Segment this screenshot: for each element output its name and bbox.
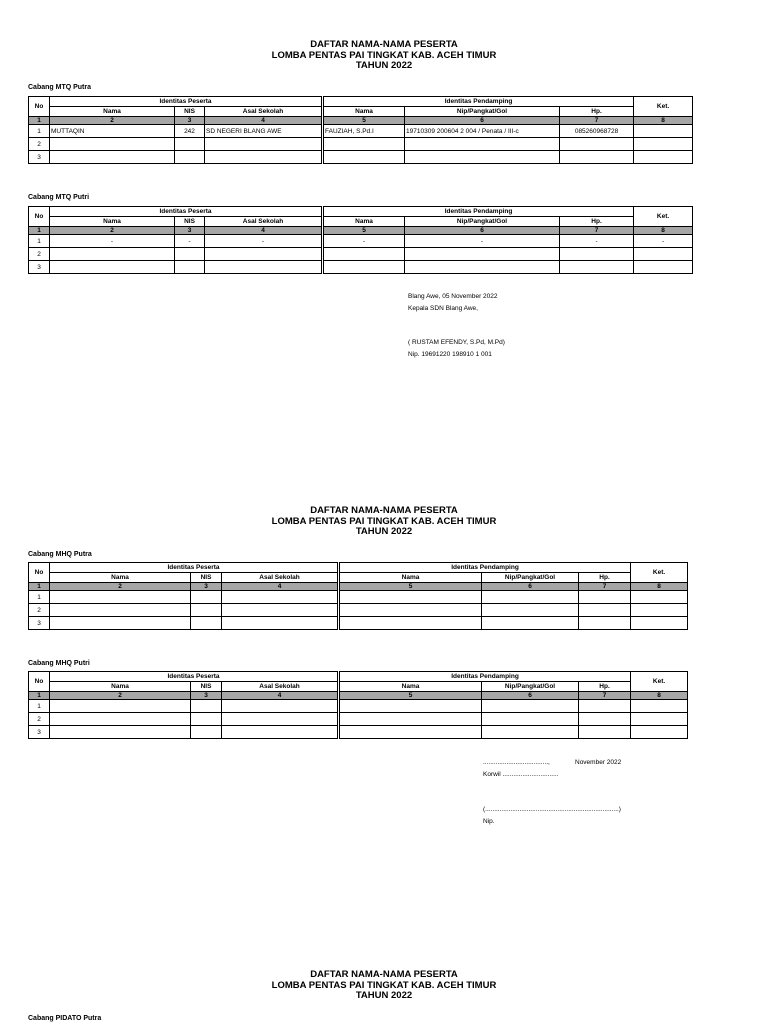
cell-nis — [191, 604, 222, 617]
cell-no: 1 — [29, 125, 50, 138]
doc2-sig-month: November 2022 — [575, 759, 622, 766]
header-identitas-pendamping: Identitas Pendamping — [339, 672, 631, 682]
header-nama-pendamping: Nama — [323, 217, 405, 227]
col-num: 6 — [482, 692, 579, 700]
cell-nama — [50, 617, 191, 630]
table-row — [29, 151, 693, 164]
header-nama: Nama — [50, 217, 175, 227]
cell-no: 3 — [29, 617, 50, 630]
header-nama-pendamping: Nama — [339, 573, 482, 583]
table-row — [29, 700, 688, 713]
col-num: 1 — [29, 692, 50, 700]
header-no: No — [29, 207, 50, 227]
cell-hp — [579, 726, 631, 739]
header-nama: Nama — [50, 573, 191, 583]
header-asal-sekolah: Asal Sekolah — [205, 107, 323, 117]
cell-nis — [191, 591, 222, 604]
cell-asal-sekolah — [205, 138, 323, 151]
col-num: 6 — [482, 583, 579, 591]
cell-hp: - — [560, 235, 634, 248]
cell-ket — [631, 617, 688, 630]
col-num: 6 — [405, 227, 560, 235]
cell-asal-sekolah — [222, 604, 339, 617]
header-nip: Nip/Pangkat/Gol — [405, 107, 560, 117]
cell-no: 2 — [29, 713, 50, 726]
doc1-title-line1: DAFTAR NAMA-NAMA PESERTA — [310, 39, 458, 50]
cell-nama — [50, 700, 191, 713]
col-num: 1 — [29, 117, 50, 125]
cell-ket — [631, 604, 688, 617]
col-num: 5 — [339, 583, 482, 591]
header-nis: NIS — [191, 573, 222, 583]
col-num: 3 — [191, 692, 222, 700]
cell-nis — [191, 726, 222, 739]
cell-hp — [579, 713, 631, 726]
cell-nama-pendamping: - — [323, 235, 405, 248]
cell-asal-sekolah — [222, 617, 339, 630]
doc2-t2-cabang: Cabang MHQ Putri — [28, 660, 90, 667]
col-num: 7 — [560, 227, 634, 235]
table-row — [29, 604, 688, 617]
header-asal-sekolah: Asal Sekolah — [222, 573, 339, 583]
header-nis: NIS — [175, 217, 205, 227]
cell-ket — [631, 713, 688, 726]
cell-ket: - — [634, 235, 693, 248]
cell-nip: 19710309 200604 2 004 / Penata / III-c — [405, 125, 560, 138]
cell-hp — [579, 604, 631, 617]
cell-ket — [634, 261, 693, 274]
cell-nama — [50, 151, 175, 164]
cell-ket — [631, 591, 688, 604]
col-num: 2 — [50, 117, 175, 125]
col-num: 8 — [634, 117, 693, 125]
col-num: 4 — [205, 117, 323, 125]
cell-no: 1 — [29, 235, 50, 248]
doc1-sig-place-date: Blang Awe, 05 November 2022 — [408, 293, 498, 300]
header-ket: Ket. — [631, 563, 688, 583]
col-num: 3 — [175, 227, 205, 235]
col-num: 7 — [560, 117, 634, 125]
doc2-t2-table — [28, 671, 688, 739]
header-no: No — [29, 563, 50, 583]
cell-nama — [50, 604, 191, 617]
cell-nama-pendamping — [323, 151, 405, 164]
cell-nama-pendamping: FAUZIAH, S.Pd.I — [323, 125, 405, 138]
doc1-sig-name: ( RUSTAM EFENDY, S.Pd, M.Pd) — [408, 339, 505, 346]
cell-nama — [50, 248, 175, 261]
cell-hp — [560, 261, 634, 274]
header-nama: Nama — [50, 107, 175, 117]
cell-nis — [191, 713, 222, 726]
header-hp: Hp. — [579, 573, 631, 583]
cell-nip — [482, 617, 579, 630]
cell-hp — [579, 617, 631, 630]
doc1-sig-nip: Nip. 19691220 198910 1 001 — [408, 351, 492, 358]
table-row — [29, 726, 688, 739]
cell-nama-pendamping — [339, 591, 482, 604]
doc3-cabang: Cabang PIDATO Putra — [28, 1015, 102, 1022]
col-num: 7 — [579, 583, 631, 591]
cell-hp — [560, 151, 634, 164]
col-num: 3 — [191, 583, 222, 591]
table-row — [29, 591, 688, 604]
doc2-sig-place: ...................................., — [483, 759, 550, 766]
doc2-t1-table — [28, 562, 688, 630]
cell-nip — [482, 726, 579, 739]
cell-nama-pendamping — [339, 713, 482, 726]
doc2-title-line1: DAFTAR NAMA-NAMA PESERTA — [310, 505, 458, 516]
table-row — [29, 617, 688, 630]
cell-ket — [634, 125, 693, 138]
col-num: 2 — [50, 583, 191, 591]
col-num: 5 — [323, 117, 405, 125]
doc3-title-line3: TAHUN 2022 — [355, 990, 413, 1001]
header-identitas-pendamping: Identitas Pendamping — [323, 97, 634, 107]
col-num: 5 — [323, 227, 405, 235]
doc1-signature-block — [408, 291, 505, 361]
header-no: No — [29, 97, 50, 117]
cell-nama-pendamping — [339, 700, 482, 713]
doc1-sig-position: Kepala SDN Blang Awe, — [408, 305, 478, 312]
cell-no: 3 — [29, 151, 50, 164]
cell-nip — [482, 713, 579, 726]
cell-ket — [634, 138, 693, 151]
table-row — [29, 125, 693, 138]
cell-nip — [405, 248, 560, 261]
col-num: 4 — [222, 692, 339, 700]
doc2-title-line3: TAHUN 2022 — [355, 526, 413, 537]
cell-hp — [560, 138, 634, 151]
cell-nama-pendamping — [339, 604, 482, 617]
doc1-title-line3: TAHUN 2022 — [355, 60, 413, 71]
cell-nis — [175, 138, 205, 151]
col-num: 1 — [29, 227, 50, 235]
col-num: 1 — [29, 583, 50, 591]
cell-nip: - — [405, 235, 560, 248]
cell-ket — [634, 151, 693, 164]
cell-nama — [50, 713, 191, 726]
header-hp: Hp. — [560, 217, 634, 227]
col-num: 2 — [50, 692, 191, 700]
cell-nis — [191, 700, 222, 713]
cell-nip — [405, 261, 560, 274]
doc3-title-line2: LOMBA PENTAS PAI TINGKAT KAB. ACEH TIMUR — [271, 979, 497, 991]
cell-nama-pendamping — [339, 617, 482, 630]
cell-no: 2 — [29, 138, 50, 151]
col-num: 6 — [405, 117, 560, 125]
header-nip: Nip/Pangkat/Gol — [482, 573, 579, 583]
cell-nama-pendamping — [323, 261, 405, 274]
doc1-t2-table — [28, 206, 693, 274]
cell-nis — [191, 617, 222, 630]
col-num: 7 — [579, 692, 631, 700]
cell-no: 3 — [29, 726, 50, 739]
header-identitas-peserta: Identitas Peserta — [50, 207, 323, 217]
doc2-sig-korwil: Korwil ............................... — [483, 771, 559, 778]
cell-ket — [634, 248, 693, 261]
header-hp: Hp. — [579, 682, 631, 692]
header-ket: Ket. — [634, 207, 693, 227]
header-nama-pendamping: Nama — [323, 107, 405, 117]
cell-hp — [579, 591, 631, 604]
cell-no: 2 — [29, 604, 50, 617]
cell-nip — [405, 138, 560, 151]
cell-asal-sekolah — [205, 248, 323, 261]
cell-nis: - — [175, 235, 205, 248]
header-nip: Nip/Pangkat/Gol — [405, 217, 560, 227]
cell-nama — [50, 591, 191, 604]
cell-nama — [50, 138, 175, 151]
cell-no: 1 — [29, 591, 50, 604]
doc1-title — [0, 40, 768, 72]
table-row — [29, 138, 693, 151]
doc2-title-line2: LOMBA PENTAS PAI TINGKAT KAB. ACEH TIMUR — [271, 515, 497, 527]
cell-nip — [482, 700, 579, 713]
header-no: No — [29, 672, 50, 692]
cell-ket — [631, 726, 688, 739]
header-nama: Nama — [50, 682, 191, 692]
cell-nip — [482, 604, 579, 617]
cell-nama-pendamping — [339, 726, 482, 739]
doc2-signature-block — [483, 757, 683, 828]
header-identitas-peserta: Identitas Peserta — [50, 672, 339, 682]
cell-nis: 242 — [175, 125, 205, 138]
cell-nis — [175, 248, 205, 261]
cell-ket — [631, 700, 688, 713]
cell-asal-sekolah — [222, 591, 339, 604]
cell-asal-sekolah: SD NEGERI BLANG AWE — [205, 125, 323, 138]
col-num: 5 — [339, 692, 482, 700]
cell-hp — [560, 248, 634, 261]
doc2-sig-name: (..........................................................................) — [483, 806, 621, 813]
cell-no: 2 — [29, 248, 50, 261]
table-row — [29, 248, 693, 261]
doc1-t1-table — [28, 96, 693, 164]
header-ket: Ket. — [634, 97, 693, 117]
doc2-t1-cabang: Cabang MHQ Putra — [28, 551, 92, 558]
cell-nis — [175, 151, 205, 164]
doc1-title-line2: LOMBA PENTAS PAI TINGKAT KAB. ACEH TIMUR — [271, 49, 497, 61]
header-hp: Hp. — [560, 107, 634, 117]
cell-hp: 085260968728 — [560, 125, 634, 138]
header-asal-sekolah: Asal Sekolah — [205, 217, 323, 227]
cell-nama — [50, 726, 191, 739]
col-num: 8 — [631, 692, 688, 700]
cell-nama-pendamping — [323, 248, 405, 261]
header-identitas-peserta: Identitas Peserta — [50, 563, 339, 573]
doc1-t1-cabang: Cabang MTQ Putra — [28, 84, 92, 91]
header-nama-pendamping: Nama — [339, 682, 482, 692]
cell-nama: - — [50, 235, 175, 248]
header-identitas-pendamping: Identitas Pendamping — [323, 207, 634, 217]
doc3-title — [0, 970, 768, 1002]
col-num: 3 — [175, 117, 205, 125]
col-num: 8 — [634, 227, 693, 235]
cell-nama: MUTTAQIN — [50, 125, 175, 138]
table-row — [29, 261, 693, 274]
cell-asal-sekolah: - — [205, 235, 323, 248]
header-identitas-pendamping: Identitas Pendamping — [339, 563, 631, 573]
cell-nip — [405, 151, 560, 164]
cell-hp — [579, 700, 631, 713]
col-num: 4 — [205, 227, 323, 235]
header-nis: NIS — [175, 107, 205, 117]
header-nip: Nip/Pangkat/Gol — [482, 682, 579, 692]
doc2-sig-nip: Nip. — [483, 818, 495, 825]
header-nis: NIS — [191, 682, 222, 692]
cell-no: 3 — [29, 261, 50, 274]
doc3-title-line1: DAFTAR NAMA-NAMA PESERTA — [310, 969, 458, 980]
col-num: 4 — [222, 583, 339, 591]
cell-nip — [482, 591, 579, 604]
cell-asal-sekolah — [222, 700, 339, 713]
doc1-t2-cabang: Cabang MTQ Putri — [28, 194, 90, 201]
col-num: 2 — [50, 227, 175, 235]
cell-nama-pendamping — [323, 138, 405, 151]
cell-no: 1 — [29, 700, 50, 713]
cell-asal-sekolah — [205, 261, 323, 274]
col-num: 8 — [631, 583, 688, 591]
header-asal-sekolah: Asal Sekolah — [222, 682, 339, 692]
cell-asal-sekolah — [205, 151, 323, 164]
cell-nis — [175, 261, 205, 274]
cell-asal-sekolah — [222, 713, 339, 726]
cell-nama — [50, 261, 175, 274]
cell-asal-sekolah — [222, 726, 339, 739]
table-row — [29, 235, 693, 248]
header-ket: Ket. — [631, 672, 688, 692]
header-identitas-peserta: Identitas Peserta — [50, 97, 323, 107]
table-row — [29, 713, 688, 726]
doc2-title — [0, 506, 768, 538]
